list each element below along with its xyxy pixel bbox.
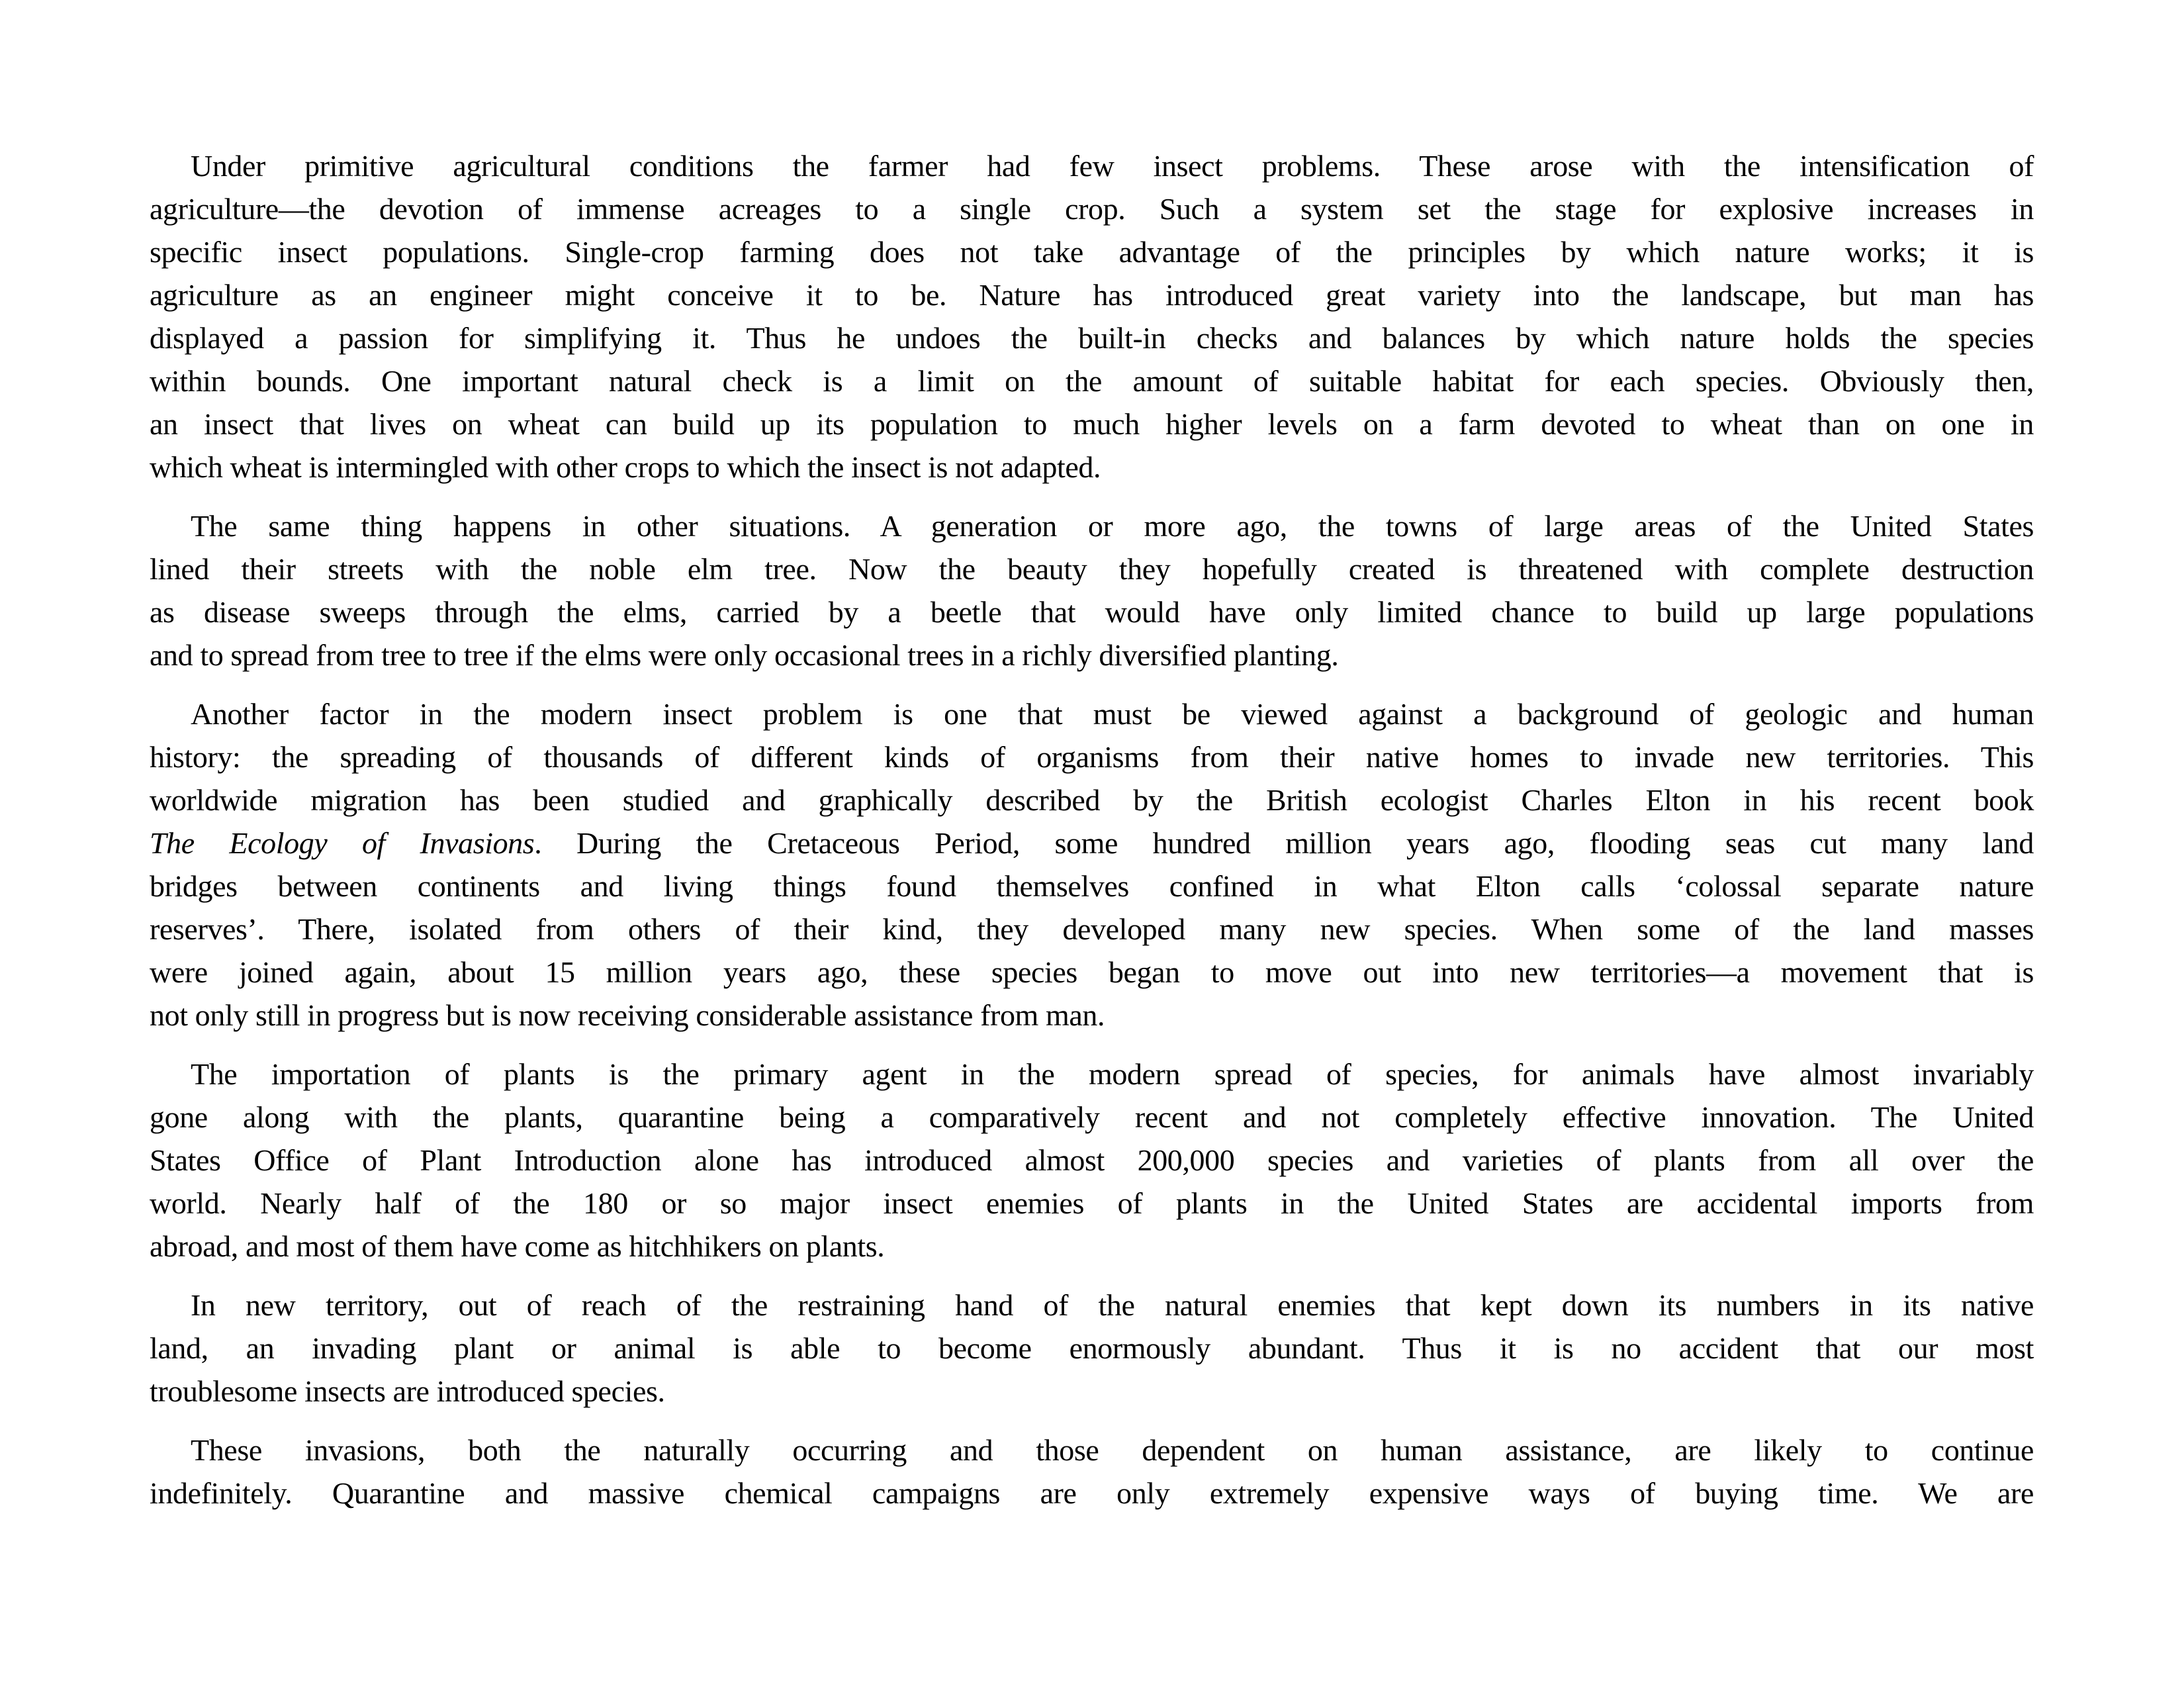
text-line (150, 692, 2034, 735)
paragraph (150, 504, 2034, 677)
text-line (150, 735, 2034, 778)
text-run: not only still in progress but is now receiving considerable assistance from man. (150, 998, 1105, 1032)
text-run: land, an invading plant or animal is able to become enormously abundant. Thus it is no accident that our most (150, 1331, 2034, 1365)
text-line (150, 359, 2034, 402)
text-run: agriculture as an engineer might conceive it to be. Nature has introduced great variety into the landscape, but man has (150, 278, 2034, 312)
text-line (150, 1225, 2034, 1268)
text-line (150, 1182, 2034, 1225)
text-run: bridges between continents and living things found themselves confined in what Elton calls ‘colossal separate nature (150, 869, 2034, 903)
text-run: The same thing happens in other situations. A generation or more ago, the towns of large areas of the United States (191, 509, 2034, 543)
text-line (150, 230, 2034, 273)
text-run: Under primitive agricultural conditions the farmer had few insect problems. These arose with the intensification of (191, 149, 2034, 183)
text-line (150, 445, 2034, 489)
text-line (150, 1472, 2034, 1515)
text-line (150, 633, 2034, 677)
text-line (150, 316, 2034, 359)
text-run: worldwide migration has been studied and graphically described by the British ecologist Charles Elton in his recent book (150, 783, 2034, 817)
text-run: In new territory, out of reach of the restraining hand of the natural enemies that kept down its numbers in its native (191, 1288, 2034, 1322)
text-run: troublesome insects are introduced species. (150, 1374, 665, 1408)
text-line (150, 1096, 2034, 1139)
text-run: displayed a passion for simplifying it. Thus he undoes the built-in checks and balances by which nature holds the species (150, 321, 2034, 355)
text-line (150, 778, 2034, 821)
text-line (150, 1139, 2034, 1182)
paragraph (150, 1053, 2034, 1268)
text-run: an insect that lives on wheat can build up its population to much higher levels on a farm devoted to wheat than on one in (150, 407, 2034, 441)
text-run: within bounds. One important natural check is a limit on the amount of suitable habitat for each species. Obviously then, (150, 364, 2034, 398)
text-line (150, 994, 2034, 1037)
text-run: . During the Cretaceous Period, some hundred million years ago, flooding seas cut many land (534, 826, 2034, 860)
text-run: The importation of plants is the primary agent in the modern spread of species, for animals have almost invariably (191, 1057, 2034, 1091)
text-line (150, 590, 2034, 633)
text-content (150, 144, 2034, 1515)
text-run: as disease sweeps through the elms, carried by a beetle that would have only limited chance to build up large populations (150, 595, 2034, 629)
text-line (150, 1327, 2034, 1370)
text-run: gone along with the plants, quarantine being a comparatively recent and not completely effective innovation. The United (150, 1100, 2034, 1134)
paragraph (150, 144, 2034, 489)
text-line (150, 547, 2034, 590)
text-run: reserves’. There, isolated from others of their kind, they developed many new species. When some of the land masses (150, 912, 2034, 946)
paragraph (150, 1429, 2034, 1515)
text-line (150, 908, 2034, 951)
text-run: world. Nearly half of the 180 or so major insect enemies of plants in the United States are accidental imports from (150, 1186, 2034, 1220)
text-line (150, 402, 2034, 445)
text-line (150, 144, 2034, 187)
text-run: specific insect populations. Single-crop farming does not take advantage of the principles by which nature works; it is (150, 235, 2034, 269)
text-run: which wheat is intermingled with other crops to which the insect is not adapted. (150, 450, 1101, 484)
paragraph (150, 692, 2034, 1037)
text-line (150, 504, 2034, 547)
text-line (150, 1053, 2034, 1096)
text-line (150, 1370, 2034, 1413)
text-run: Another factor in the modern insect problem is one that must be viewed against a background of geologic and human (191, 697, 2034, 731)
text-line (150, 1284, 2034, 1327)
text-run: abroad, and most of them have come as hitchhikers on plants. (150, 1229, 885, 1263)
paragraph (150, 1284, 2034, 1413)
text-line (150, 951, 2034, 994)
text-line (150, 273, 2034, 316)
text-run: These invasions, both the naturally occurring and those dependent on human assistance, are likely to continue (191, 1433, 2034, 1467)
text-run: were joined again, about 15 million years ago, these species began to move out into new territories—a movement that is (150, 955, 2034, 989)
text-line (150, 865, 2034, 908)
text-run: history: the spreading of thousands of different kinds of organisms from their native homes to invade new territories. This (150, 740, 2034, 774)
text-line (150, 821, 2034, 865)
text-run: indefinitely. Quarantine and massive chemical campaigns are only extremely expensive ways of buying time. We are (150, 1476, 2034, 1510)
text-line (150, 1429, 2034, 1472)
text-run: and to spread from tree to tree if the elms were only occasional trees in a richly diversified planting. (150, 638, 1339, 672)
book-title-italic: The Ecology of Invasions (150, 826, 535, 860)
text-line (150, 187, 2034, 230)
text-run: lined their streets with the noble elm tree. Now the beauty they hopefully created is threatened with complete destruction (150, 552, 2034, 586)
text-run: States Office of Plant Introduction alone has introduced almost 200,000 species and varieties of plants from all over the (150, 1143, 2034, 1177)
text-run: agriculture—the devotion of immense acreages to a single crop. Such a system set the stage for explosive increases in (150, 192, 2034, 226)
